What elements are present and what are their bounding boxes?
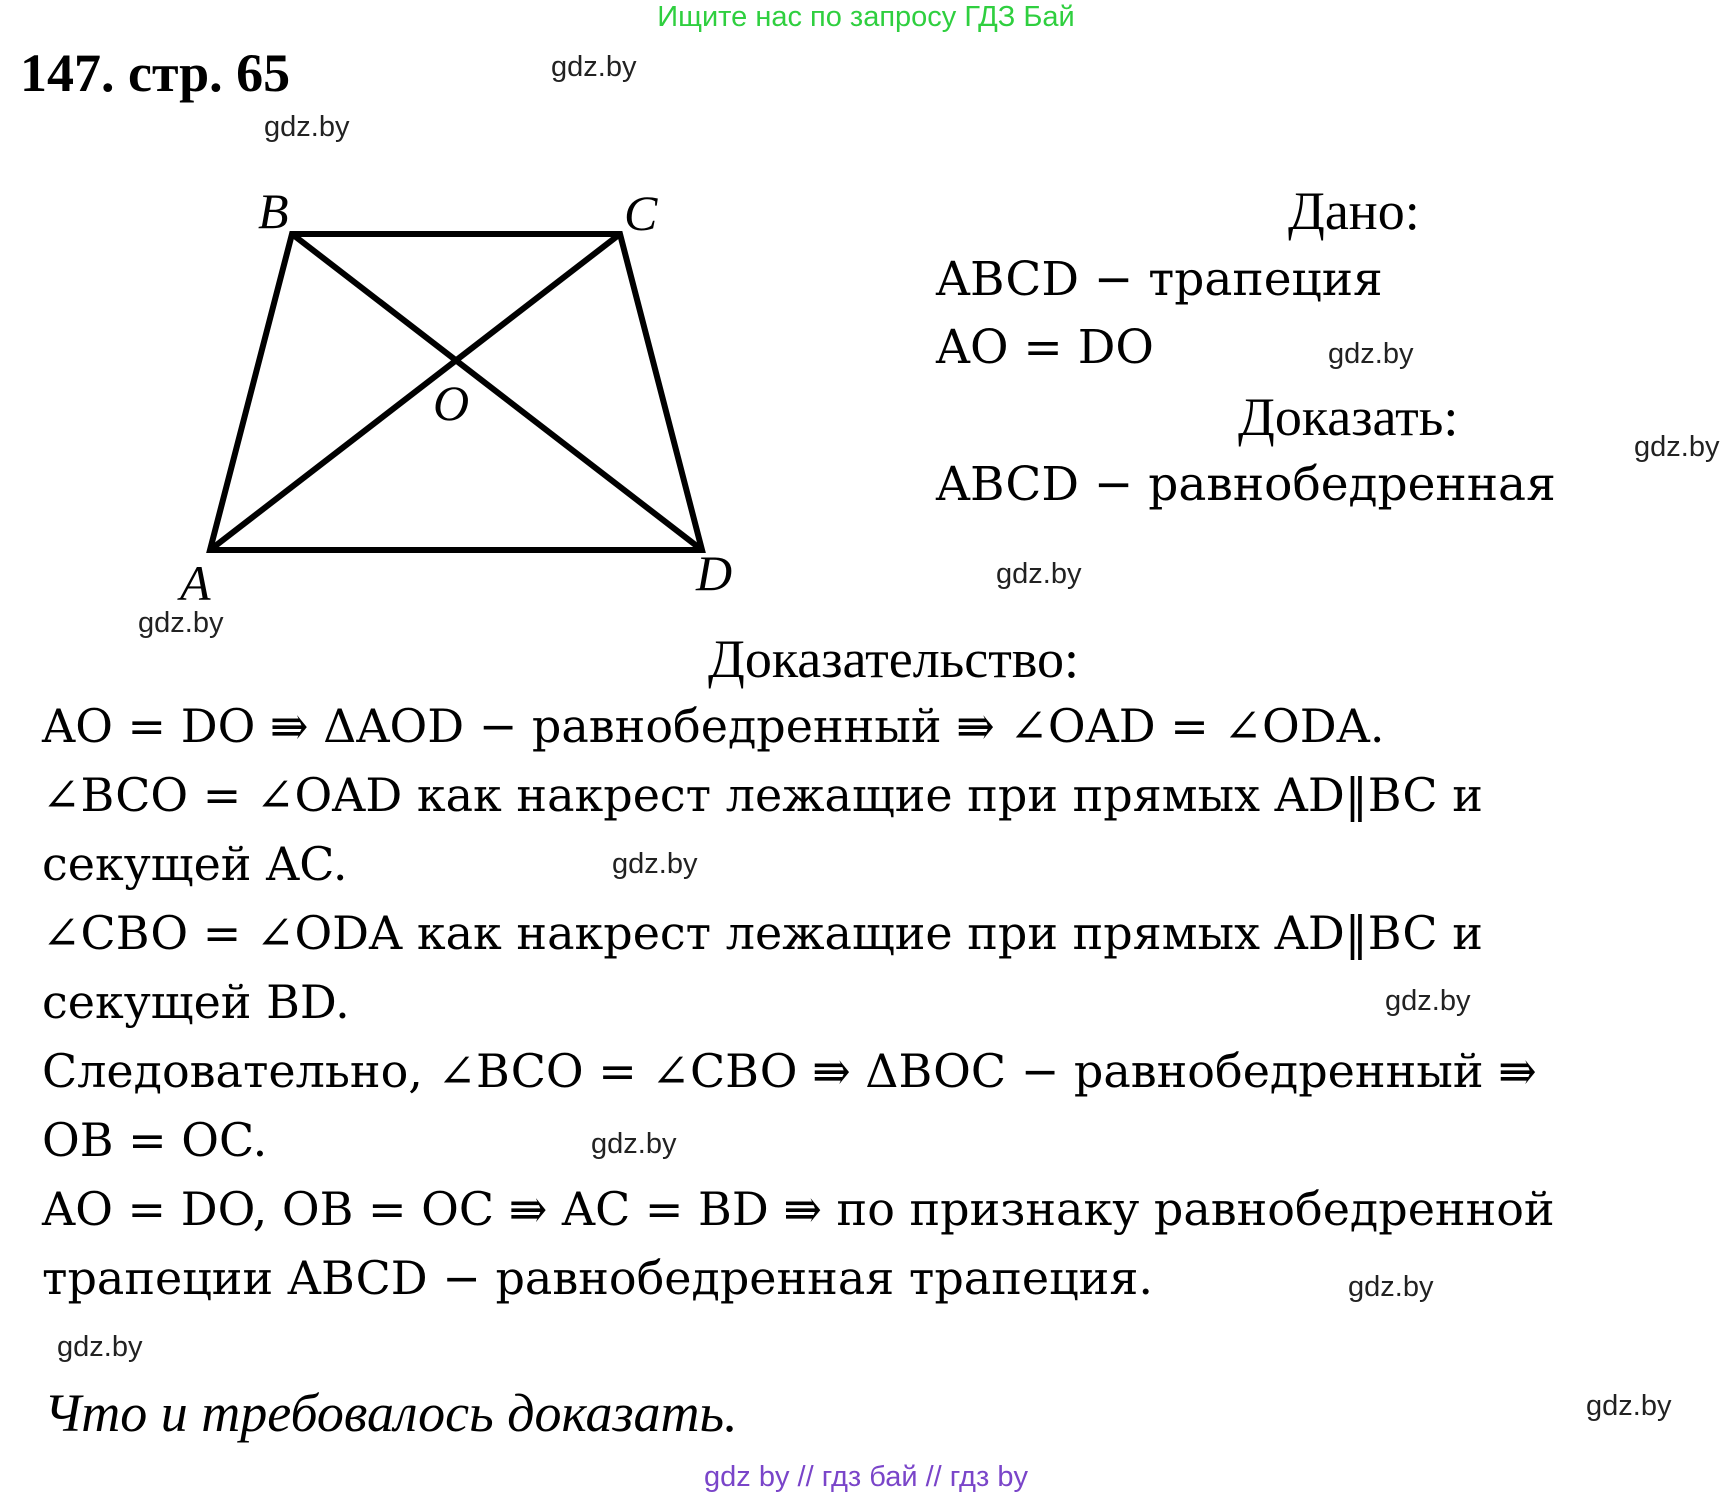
proof-line: ∠CBO = ∠ODA как накрест лежащие при прямых AD‖BC и: [42, 906, 1483, 960]
given-line-2: AO = DO: [936, 320, 1154, 375]
watermark: gdz.by: [138, 607, 224, 639]
trapezoid-figure: [150, 180, 780, 610]
proof-line: секущей AC.: [42, 837, 348, 891]
vertex-label-a: A: [180, 555, 211, 610]
vertex-label-c: C: [624, 185, 658, 241]
given-line-1: ABCD − трапеция: [936, 252, 1383, 307]
prove-heading: Доказать:: [1238, 387, 1459, 447]
exercise-title: 147. стр. 65: [20, 43, 291, 103]
given-heading: Дано:: [1288, 181, 1420, 241]
diagonal-bd: [292, 234, 702, 550]
point-label-o: O: [433, 375, 470, 431]
proof-line: AO = DO, OB = OC ⇛ AC = BD ⇛ по признаку равнобедренной: [42, 1182, 1555, 1236]
watermark: gdz.by: [551, 51, 637, 83]
watermark: gdz.by: [1348, 1271, 1434, 1303]
proof-line: OB = OC.: [42, 1113, 268, 1167]
proof-heading: Доказательство:: [708, 629, 1079, 689]
conclusion-text: Что и требовалось доказать.: [44, 1383, 738, 1443]
proof-line: Следовательно, ∠BCO = ∠CBO ⇛ ΔBOC − равнобедренный ⇛: [42, 1044, 1537, 1098]
vertex-label-d: D: [696, 545, 733, 601]
prove-line: ABCD − равнобедренная: [936, 457, 1556, 512]
watermark: gdz.by: [1385, 985, 1471, 1017]
diagonal-ac: [210, 234, 620, 550]
vertex-label-b: B: [258, 183, 289, 239]
search-banner[interactable]: Ищите нас по запросу ГДЗ Бай: [657, 1, 1075, 33]
watermark: gdz.by: [1586, 1390, 1672, 1422]
watermark: gdz.by: [1634, 431, 1720, 463]
watermark: gdz.by: [57, 1331, 143, 1363]
watermark: gdz.by: [1328, 338, 1414, 370]
proof-body: [42, 692, 1722, 1313]
proof-line: AO = DO ⇛ ΔAOD − равнобедренный ⇛ ∠OAD = ∠ODA.: [42, 699, 1385, 753]
watermark: gdz.by: [264, 111, 350, 143]
watermark: gdz.by: [612, 848, 698, 880]
proof-line: ∠BCO = ∠OAD как накрест лежащие при прямых AD‖BC и: [42, 768, 1483, 822]
watermark: gdz.by: [591, 1128, 677, 1160]
watermark: gdz.by: [996, 558, 1082, 590]
proof-line: секущей BD.: [42, 975, 350, 1029]
proof-line: трапеции ABCD − равнобедренная трапеция.: [42, 1251, 1153, 1305]
footer-links[interactable]: gdz by // гдз бай // гдз by: [704, 1461, 1028, 1493]
